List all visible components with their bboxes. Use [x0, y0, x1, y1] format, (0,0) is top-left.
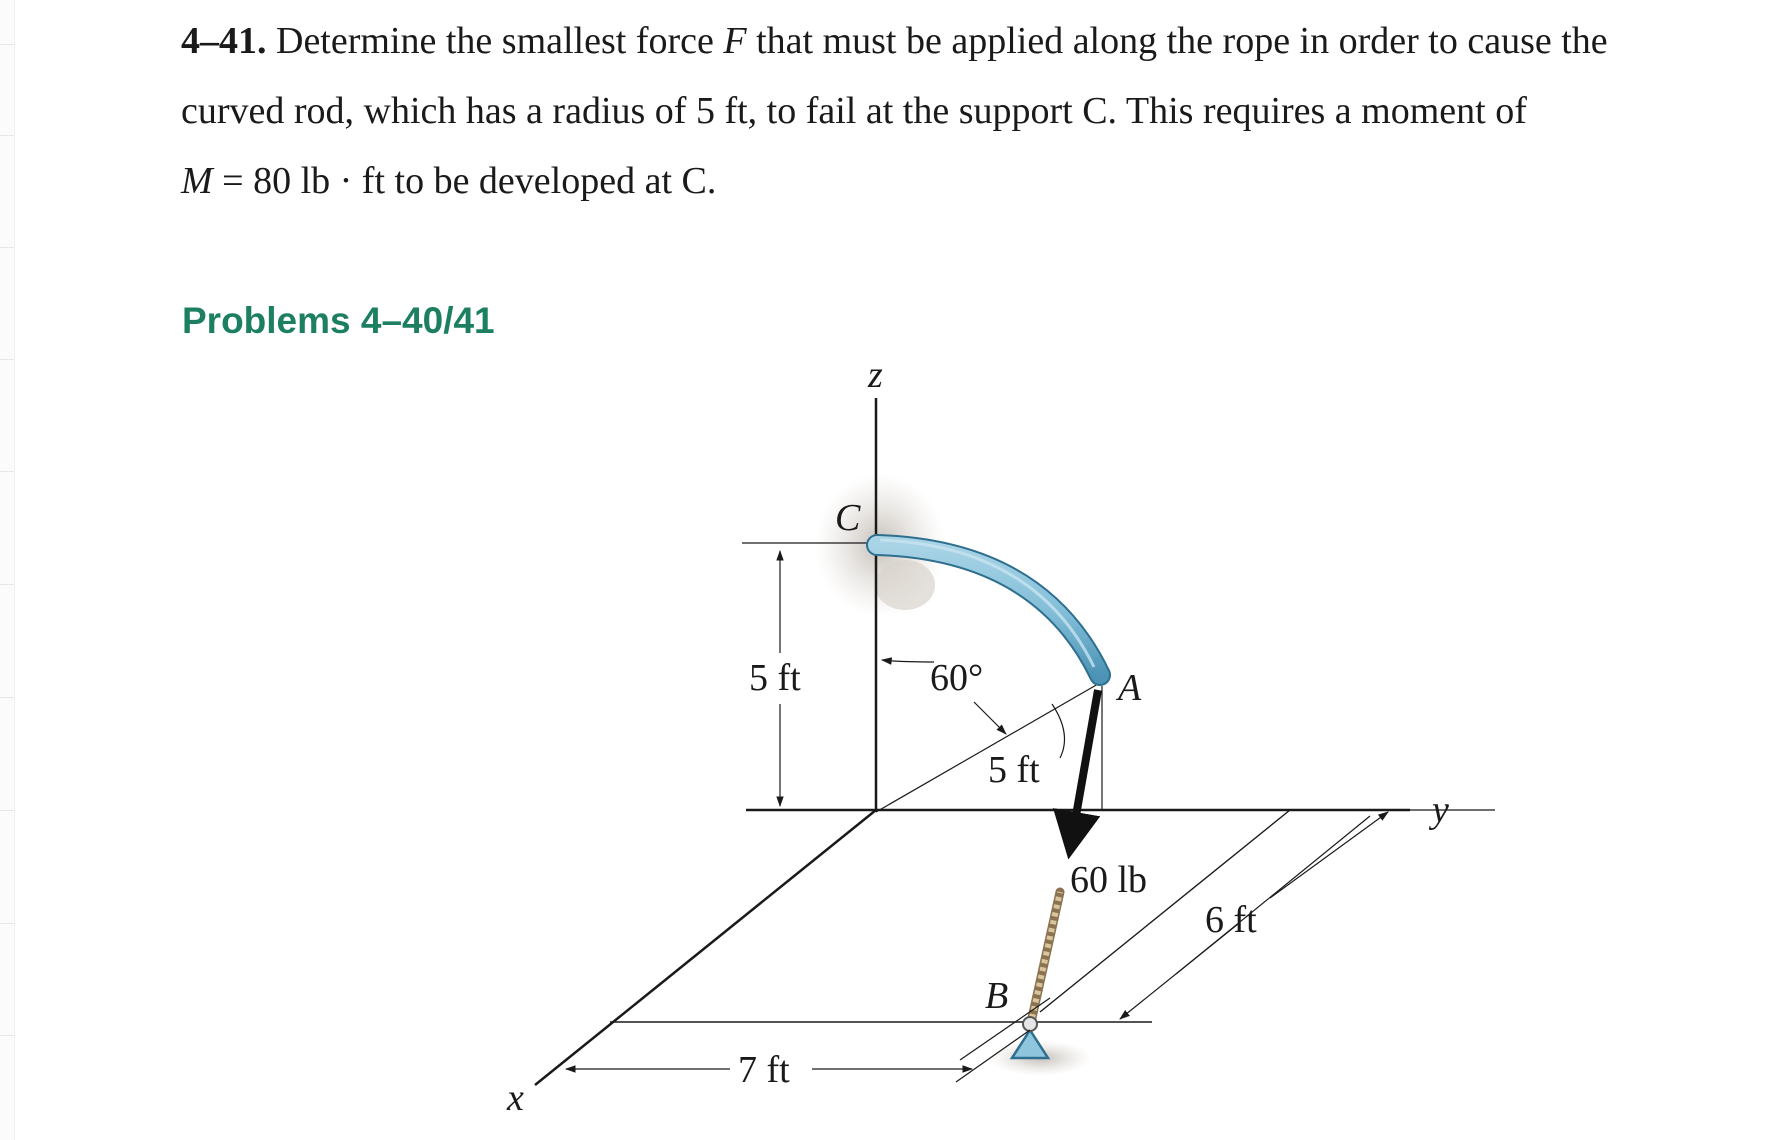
pin-b: [1023, 1017, 1037, 1031]
depth-dimension-label: 6 ft: [1205, 899, 1257, 941]
angle-arc: [882, 660, 934, 662]
point-a-label: A: [1118, 667, 1142, 709]
x-axis: [535, 810, 876, 1085]
height-dimension-label: 5 ft: [749, 657, 801, 699]
problem-number: 4–41.: [181, 20, 267, 62]
moment-variable: M: [181, 160, 213, 202]
problem-text-segment: that must be applied along the rope in order to cause the: [746, 20, 1608, 62]
y-axis-label: y: [1432, 789, 1449, 831]
depth-dimension-arrow: [1270, 812, 1388, 898]
radius-line: [876, 684, 1098, 812]
problem-line-2: curved rod, which has a radius of 5 ft, to fail at the support C. This requires a moment of: [181, 90, 1527, 132]
point-b-label: B: [985, 975, 1009, 1017]
angle-arc: [974, 702, 1006, 734]
radius-dimension-label: 5 ft: [988, 749, 1040, 791]
z-axis-label: z: [868, 354, 883, 396]
x-axis-label: x: [507, 1077, 524, 1119]
angle-arc-at-a: [1052, 704, 1065, 758]
angle-label: 60°: [930, 657, 984, 699]
force-variable: F: [723, 20, 747, 62]
problem-text-segment: Determine the smallest force: [266, 20, 724, 62]
problem-text-segment: = 80 lb · ft to be developed at C.: [212, 160, 717, 202]
point-c-label: C: [835, 497, 861, 539]
width-dimension-label: 7 ft: [738, 1049, 790, 1091]
support-c-shadow: [875, 560, 935, 610]
figure-caption: Problems 4–40/41: [182, 300, 495, 341]
force-arrow: [1070, 690, 1098, 850]
force-magnitude-label: 60 lb: [1070, 859, 1148, 901]
